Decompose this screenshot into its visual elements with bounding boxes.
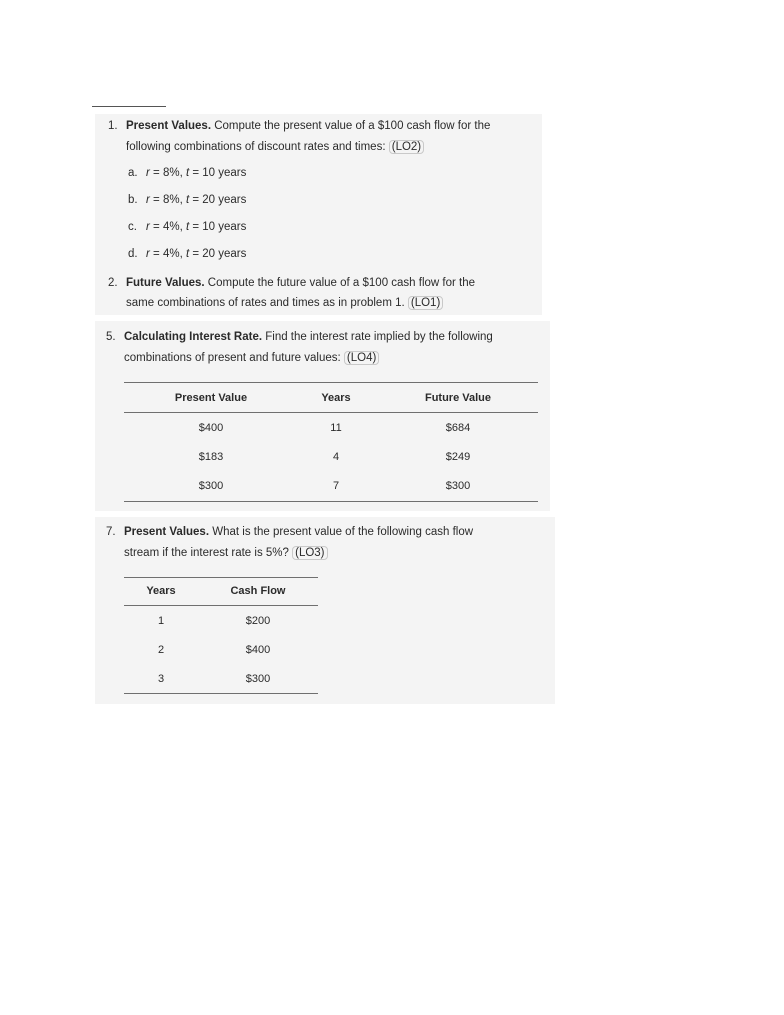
problem-2-text-1: Compute the future value of a $100 cash flow for the [204,277,476,289]
future-value-cell: $684 [445,422,471,434]
problem-5-table-bottom-rule [124,501,538,502]
present-value-cell: $183 [198,451,224,463]
item-b-r-value: = 8%, [149,194,186,206]
problem-1-item-b [128,193,246,207]
problem-5-line-2 [124,351,379,365]
years-cell: 4 [332,451,340,463]
problem-1-text-2: following combinations of discount rates and times: [126,141,389,153]
problem-5-header-future-value: Future Value [424,392,492,404]
problem-2-learning-objective: (LO1) [408,296,443,310]
item-a-r-value: = 8%, [149,167,186,179]
years-cell: 2 [157,644,165,656]
item-d-r-var: r [146,248,150,260]
item-b-t-value: = 20 years [189,194,247,206]
item-c-r-var: r [146,221,150,233]
problem-2-line-1 [108,276,475,290]
problem-1-number: 1. [108,120,118,132]
item-a-r-var: r [146,167,150,179]
present-value-cell: $300 [198,480,224,492]
problem-2-text-2: same combinations of rates and times as in problem 1. [126,297,408,309]
problem-7-number: 7. [106,526,116,538]
problem-7-header-cash-flow: Cash Flow [230,585,286,597]
item-b-r-var: r [146,194,150,206]
cash-flow-cell: $400 [245,644,271,656]
problem-1-item-d [128,247,246,261]
problem-7-line-1 [106,525,473,539]
years-cell: 7 [332,480,340,492]
item-c-r-value: = 4%, [149,221,186,233]
item-a-t-var: t [185,167,190,179]
problem-7-table-top-rule [124,577,318,578]
problem-7-line-2 [124,546,328,560]
problem-1-line-2 [126,140,424,154]
problem-5-learning-objective: (LO4) [344,351,379,365]
years-cell: 3 [157,673,165,685]
problem-5-text-1: Find the interest rate implied by the following [262,331,493,343]
item-d-letter: d. [128,248,138,260]
years-cell: 1 [157,615,165,627]
cash-flow-cell: $300 [245,673,271,685]
problem-5-number: 5. [106,331,116,343]
future-value-cell: $300 [445,480,471,492]
future-value-cell: $249 [445,451,471,463]
problem-5-line-1 [106,330,493,344]
present-value-cell: $400 [198,422,224,434]
problem-1-line-1 [108,119,490,133]
problem-2-line-2 [126,296,443,310]
problem-5-text-2: combinations of present and future values: [124,352,344,364]
problem-2-number: 2. [108,277,118,289]
item-c-t-value: = 10 years [189,221,247,233]
problem-7-header-years: Years [146,585,176,597]
problem-7-table-header-rule [124,605,318,606]
item-d-t-var: t [185,248,190,260]
cash-flow-cell: $200 [245,615,271,627]
problem-5-table-top-rule [124,382,538,383]
problem-1-text-1: Compute the present value of a $100 cash flow for the [211,120,491,132]
problem-5-header-present-value: Present Value [174,392,248,404]
problem-5-table-header-rule [124,412,538,413]
item-a-t-value: = 10 years [189,167,247,179]
problem-7-text-1: What is the present value of the following cash flow [209,526,474,538]
item-b-letter: b. [128,194,138,206]
years-cell: 11 [330,422,342,434]
problem-1-item-a [128,166,246,180]
problem-1-item-c [128,220,246,234]
problem-1-title: Present Values. [126,120,212,132]
problem-7-table-bottom-rule [124,693,318,694]
item-a-letter: a. [128,167,138,179]
problem-7-title: Present Values. [124,526,210,538]
problem-7-learning-objective: (LO3) [292,546,327,560]
problem-2-title: Future Values. [126,277,205,289]
item-c-letter: c. [128,221,137,233]
problem-7-text-2: stream if the interest rate is 5%? [124,547,293,559]
item-d-t-value: = 20 years [189,248,247,260]
problem-5-title: Calculating Interest Rate. [124,331,263,343]
top-divider [92,106,166,107]
item-d-r-value: = 4%, [149,248,186,260]
item-b-t-var: t [185,194,190,206]
problem-5-header-years: Years [321,392,351,404]
problem-1-learning-objective: (LO2) [389,140,424,154]
item-c-t-var: t [185,221,190,233]
